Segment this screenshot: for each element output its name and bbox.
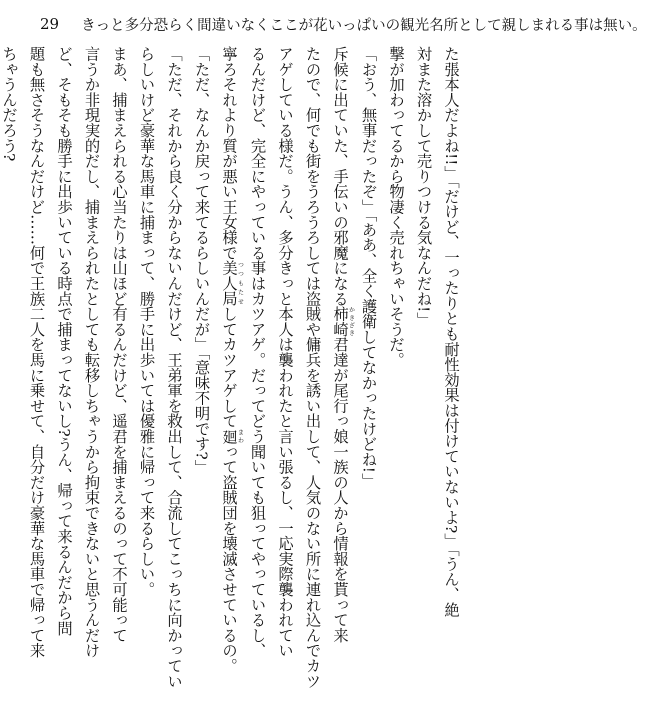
text-line: 対また溶かして売りつける気なんだね!」 xyxy=(414,46,433,328)
furigana: 美人局つつもたせ xyxy=(220,260,244,307)
text-line: た張本人だよね!!」「だけど、一ったりとも耐性効果は付けていないよ?」「うん、絶 xyxy=(442,46,460,618)
text-line: たので、何でも街をうろうろしては盗賊や傭兵を誘い出して、人気のない所に連れ込んでカツ xyxy=(303,46,322,689)
running-head: きっと多分恐らく間違いなくここが花いっぱいの観光名所として親しまれる事は無い。 xyxy=(81,17,647,34)
body-text xyxy=(0,46,464,689)
text-line: らしいけど豪華な馬車に捕まって、勝手に出歩いては優雅に帰って来るらしい。 xyxy=(137,46,156,597)
page-number: 29 xyxy=(40,15,60,33)
page-header xyxy=(40,10,647,38)
text-line: ど、そもそも勝手に出歩いている時点で捕まってないし?うん、帰って来るんだから問 xyxy=(55,46,73,636)
furigana: 廻まわ xyxy=(220,428,244,444)
text-line: まあ、捕まえられる心当たりは山ほど有るんだけど、遥君を捕まえるのって不可能って xyxy=(110,46,128,643)
text-line: 「おう、無事だったぞ」「ああ、全く護衛してなかったけどね!」 xyxy=(359,46,378,489)
text-line: 斥候に出ていた、手伝いの邪魔になる柿崎かきざき君達が尾行っ娘一族の人から情報を貰って来 xyxy=(331,46,355,643)
text-line: ちゃうんだろう? xyxy=(0,46,18,162)
text-line: アゲしている様だ。うん、多分きっと本人は襲われたと言い張るし、一応実際襲われてい xyxy=(276,46,294,658)
text-line: 撃が加わってるから物凄く売れちゃいそうだ。 xyxy=(387,46,405,368)
text-line: 寧ろそれより質が悪い王女様で美人局つつもたせしてカツアゲして廻まわって盗賊団を壊滅させているの。 xyxy=(220,46,244,674)
text-line: 「ただ、なんか戻って来てるらしいんだが」「意味不明です?」 xyxy=(192,46,211,475)
text-line: 「ただ、それから良く分からないんだけど、王弟軍を救出して、合流してこっちに向かってい xyxy=(165,46,183,689)
text-line: 題も無さそうなんだけど……何で王族二人を馬に乗せて、自分だけ豪華な馬車で帰って来 xyxy=(27,46,46,658)
furigana: 柿崎かきざき xyxy=(331,306,355,337)
text-line: 言うか非現実的だし、捕まえられたとしても転移しちゃうから拘束できないと思うんだけ xyxy=(82,46,101,658)
text-line: るんだけど、完全にやっている事はカツアゲ。だってどう聞いても狙ってやっているし、 xyxy=(248,46,267,658)
